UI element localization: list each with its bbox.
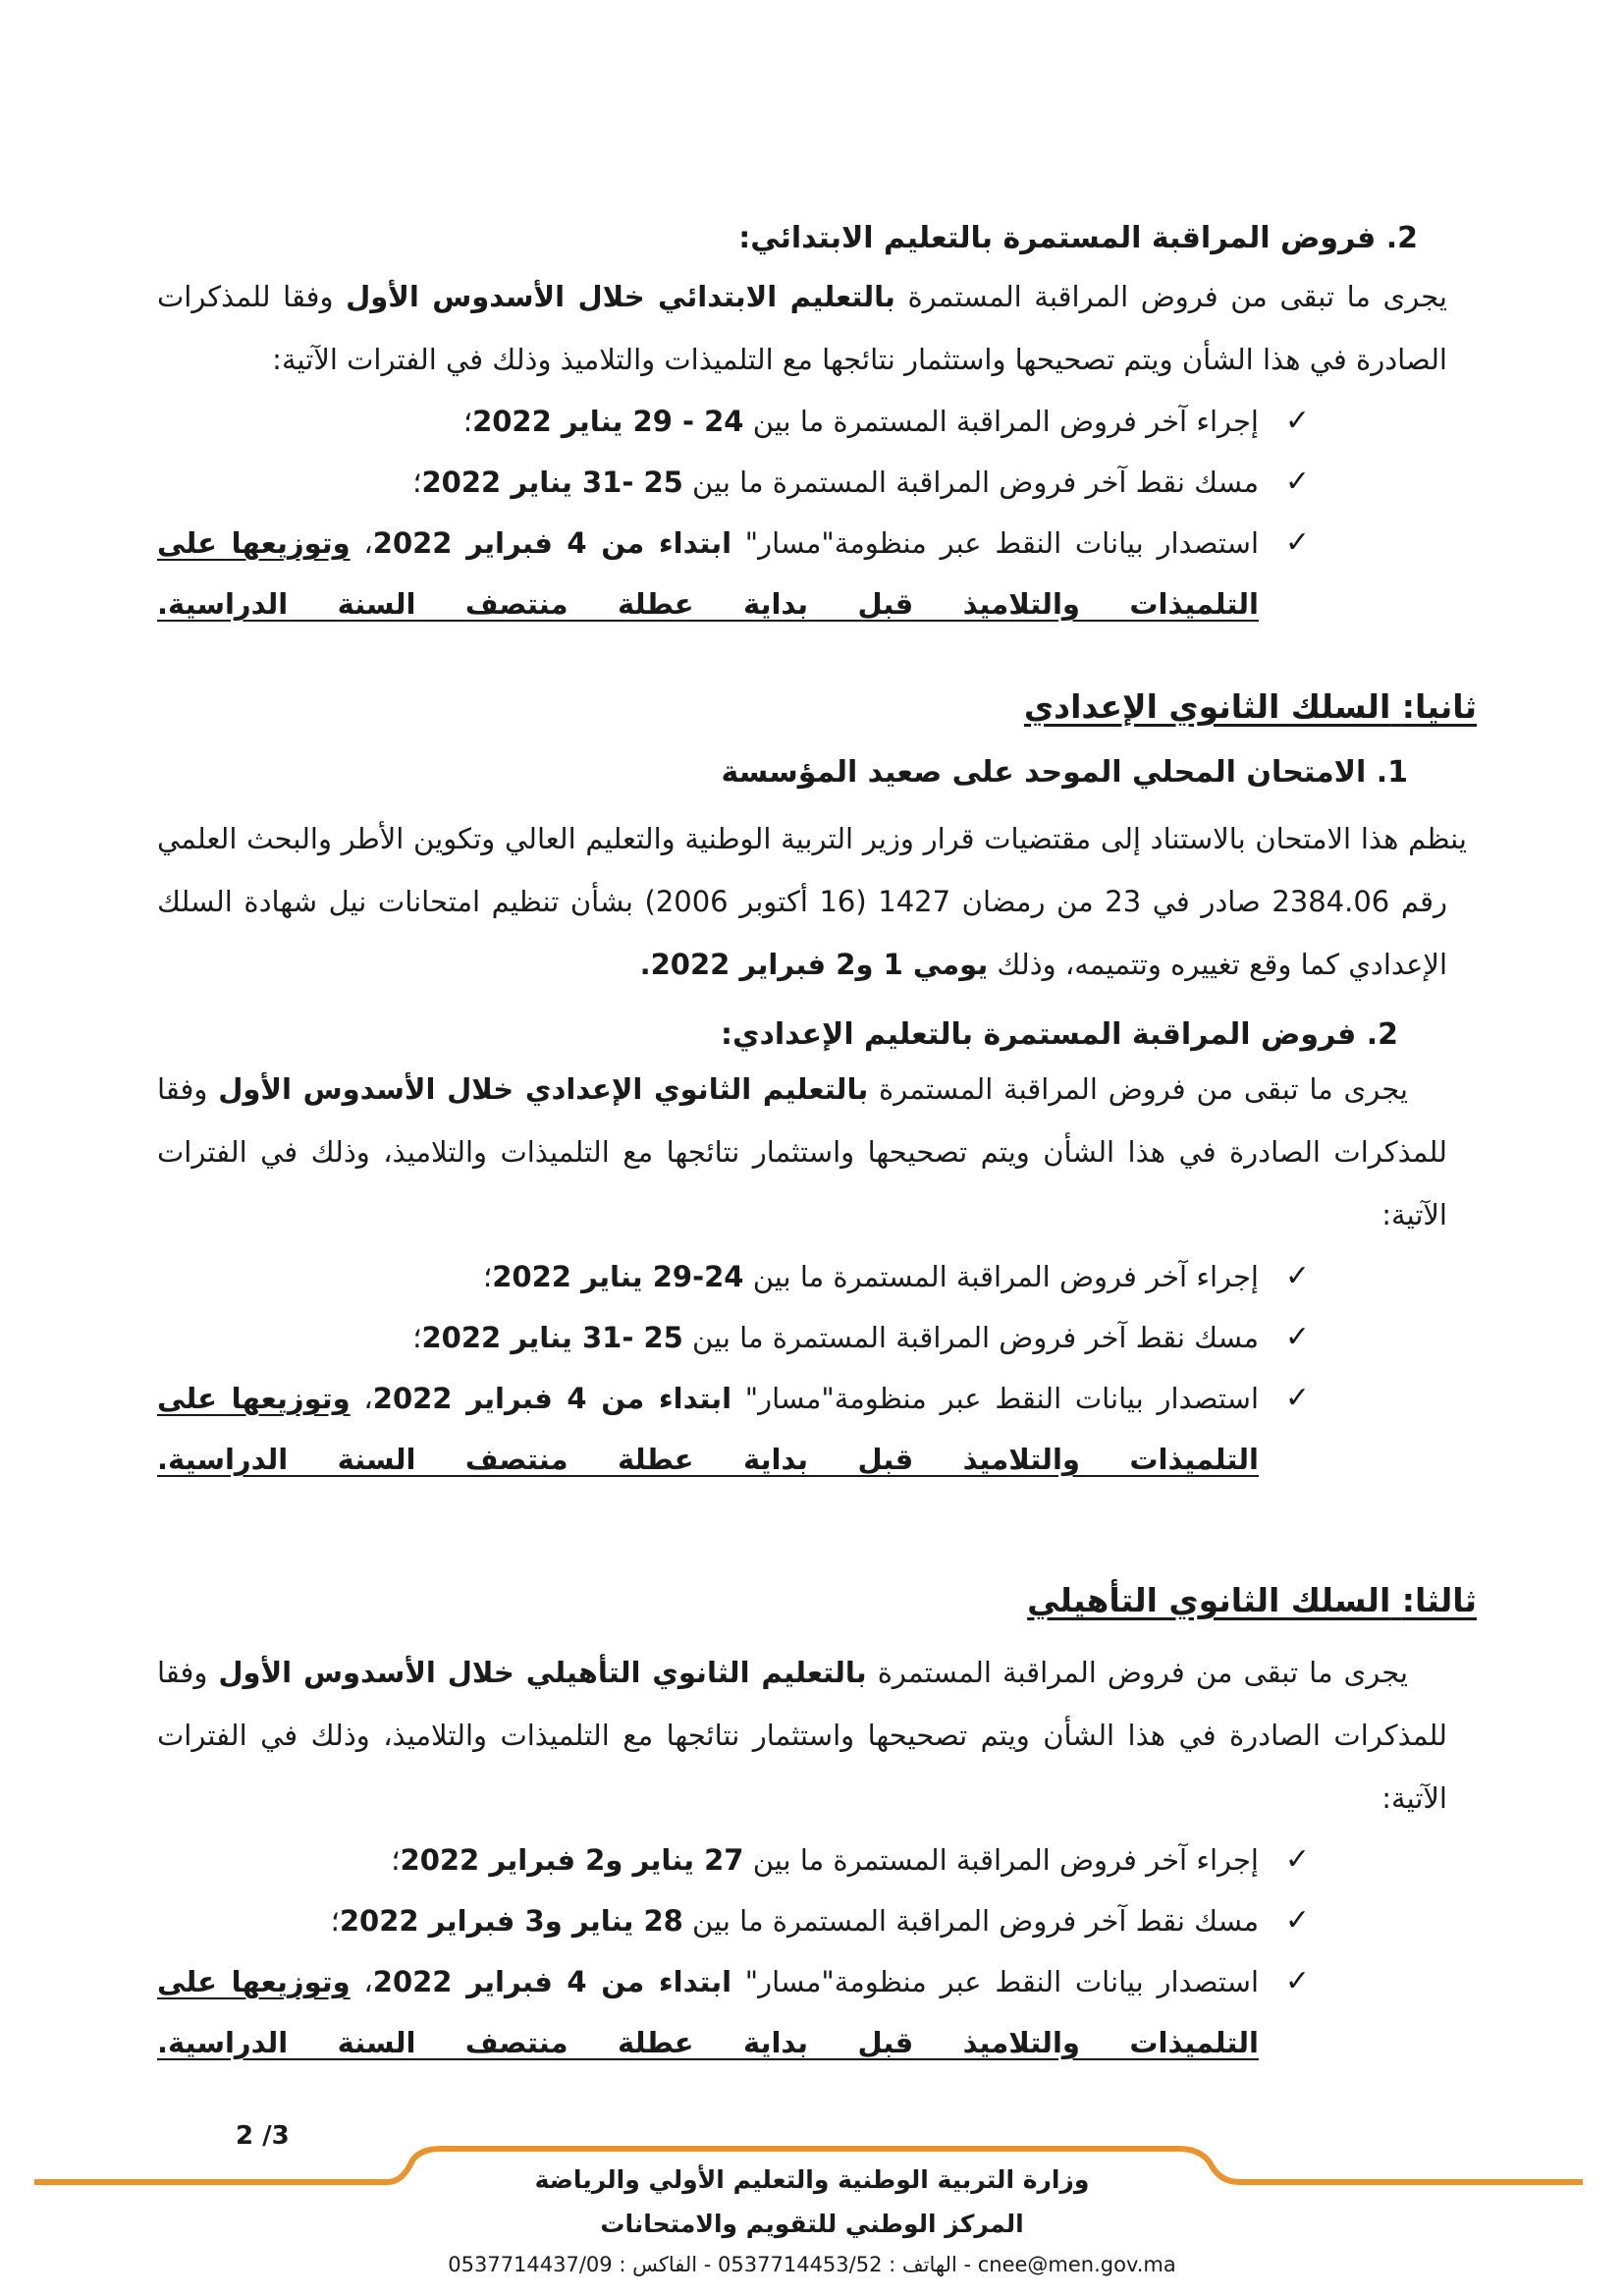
high-assessment-paragraph: يجرى ما تبقى من فروض المراقبة المستمرة بالتعليم الثانوي التأهيلي خلال الأسدوس الأول وفقا للمذكرات الصادرة في هذا الشأن ويتم تصحيحها واستثمار نتائجها مع التلميذات والتلاميذ، وذلك في الفترات الآتية:: [157, 1656, 1447, 1815]
checkmark-icon: ✓: [1284, 404, 1310, 438]
middle-section-heading: ثانيا: السلك الثانوي الإعدادي: [1023, 687, 1477, 726]
footer-contact: الهاتف : 0537714453/52 - الفاكس : 0537714437/09 - cnee@men.gov.ma: [448, 2253, 1176, 2276]
footer-ministry: وزارة التربية الوطنية والتعليم الأولي والرياضة: [534, 2165, 1090, 2194]
list-item: ✓ إجراء آخر فروض المراقبة المستمرة ما بين 27 يناير و2 فبراير 2022؛: [157, 1830, 1310, 1890]
checkmark-icon: ✓: [1284, 1320, 1310, 1354]
checkmark-icon: ✓: [1284, 1381, 1310, 1415]
list-item: ✓ مسك نقط آخر فروض المراقبة المستمرة ما بين 25 -31 يناير 2022؛: [157, 1307, 1310, 1368]
list-item: ✓ استصدار بيانات النقط عبر منظومة"مسار" ابتداء من 4 فبراير 2022، وتوزيعها على التلميذات والتلاميذ قبل بداية عطلة منتصف السنة الدراسية.: [157, 1368, 1310, 1490]
checkmark-icon: ✓: [1284, 1259, 1310, 1293]
checkmark-icon: ✓: [1284, 1903, 1310, 1938]
list-item: ✓ إجراء آخر فروض المراقبة المستمرة ما بين 24 - 29 يناير 2022؛: [157, 391, 1310, 452]
footer-center: المركز الوطني للتقويم والامتحانات: [600, 2210, 1024, 2238]
local-exam-heading: 1. الامتحان المحلي الموحد على صعيد المؤسسة: [721, 755, 1408, 790]
middle-dates-list: [157, 1246, 1310, 1490]
checkmark-icon: ✓: [1284, 1964, 1310, 1998]
primary-assessment-paragraph: يجرى ما تبقى من فروض المراقبة المستمرة بالتعليم الابتدائي خلال الأسدوس الأول وفقا للمذكرات الصادرة في هذا الشأن ويتم تصحيحها واستثمار نتائجها مع التلميذات والتلاميذ وذلك في الفترات الآتية:: [157, 280, 1447, 376]
list-item: ✓ استصدار بيانات النقط عبر منظومة"مسار" ابتداء من 4 فبراير 2022، وتوزيعها على التلميذات والتلاميذ قبل بداية عطلة منتصف السنة الدراسية.: [157, 513, 1310, 634]
checkmark-icon: ✓: [1284, 525, 1310, 560]
primary-assessment-heading: 2. فروض المراقبة المستمرة بالتعليم الابتدائي:: [738, 221, 1418, 255]
primary-section: [157, 221, 1447, 634]
checkmark-icon: ✓: [1284, 1842, 1310, 1877]
list-item: ✓ استصدار بيانات النقط عبر منظومة"مسار" ابتداء من 4 فبراير 2022، وتوزيعها على التلميذات والتلاميذ قبل بداية عطلة منتصف السنة الدراسية.: [157, 1951, 1310, 2073]
middle-assessment-paragraph: يجرى ما تبقى من فروض المراقبة المستمرة بالتعليم الثانوي الإعدادي خلال الأسدوس الأول وفقا للمذكرات الصادرة في هذا الشأن ويتم تصحيحها واستثمار نتائجها مع التلميذات والتلاميذ، وذلك في الفترات الآتية:: [157, 1072, 1447, 1231]
high-section: [157, 1581, 1477, 2073]
primary-dates-list: [157, 391, 1310, 634]
middle-assessment-heading: 2. فروض المراقبة المستمرة بالتعليم الإعدادي:: [720, 1017, 1398, 1052]
list-item: ✓ مسك نقط آخر فروض المراقبة المستمرة ما بين 25 -31 يناير 2022؛: [157, 452, 1310, 513]
middle-section: [157, 687, 1477, 1490]
high-dates-list: [157, 1830, 1310, 2073]
list-item: ✓ مسك نقط آخر فروض المراقبة المستمرة ما بين 28 يناير و3 فبراير 2022؛: [157, 1890, 1310, 1951]
list-item: ✓ إجراء آخر فروض المراقبة المستمرة ما بين 24-29 يناير 2022؛: [157, 1246, 1310, 1307]
page-number: 2 /3: [236, 2121, 290, 2151]
checkmark-icon: ✓: [1284, 465, 1310, 499]
high-section-heading: ثالثا: السلك الثانوي التأهيلي: [1027, 1581, 1477, 1619]
local-exam-paragraph: ينظم هذا الامتحان بالاستناد إلى مقتضيات قرار وزير التربية الوطنية والتعليم العالي وتكوين الأطر والبحث العلمي رقم 2384.06 صادر في 23 من رمضان 1427 (16 أكتوبر 2006) بشأن تنظيم امتحانات نيل شهادة السلك الإعدادي كما وقع تغييره وتتميمه، وذلك يومي 1 و2 فبراير 2022.: [157, 822, 1467, 981]
